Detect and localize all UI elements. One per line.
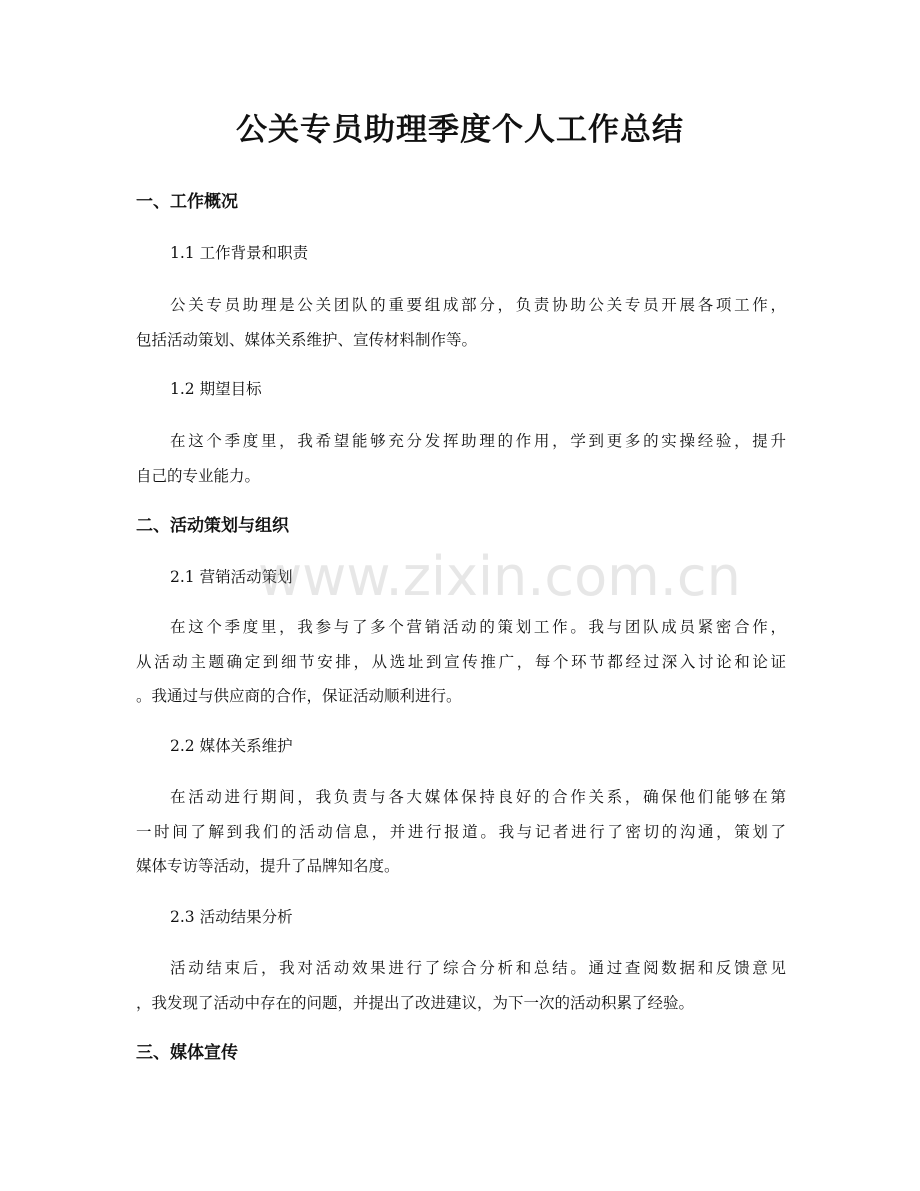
paragraph-line: 包括活动策划、媒体关系维护、宣传材料制作等。 (136, 330, 478, 349)
subsection-heading-2-2: 2.2 媒体关系维护 (170, 737, 293, 755)
watermark: www.zixin.com.cn (258, 545, 741, 608)
paragraph-line: 在活动进行期间，我负责与各大媒体保持良好的合作关系，确保他们能够在第 (170, 788, 786, 806)
paragraph-line: 从活动主题确定到细节安排，从选址到宣传推广，每个环节都经过深入讨论和论证 (136, 652, 786, 671)
section-heading-1: 一、工作概况 (136, 192, 238, 212)
paragraph-line: 活动结束后，我对活动效果进行了综合分析和总结。通过查阅数据和反馈意见 (170, 959, 786, 977)
subsection-heading-2-1: 2.1 营销活动策划 (170, 568, 293, 586)
paragraph-1-1 (136, 288, 786, 357)
section-heading-3: 三、媒体宣传 (136, 1043, 238, 1063)
document-title: 公关专员助理季度个人工作总结 (236, 112, 684, 148)
paragraph-2-1 (136, 610, 786, 714)
subsection-heading-1-1: 1.1 工作背景和职责 (170, 244, 309, 262)
subsection-heading-2-3: 2.3 活动结果分析 (170, 908, 293, 926)
paragraph-line: 一时间了解到我们的活动信息，并进行报道。我与记者进行了密切的沟通，策划了 (136, 822, 786, 841)
paragraph-line: 媒体专访等活动，提升了品牌知名度。 (136, 857, 400, 875)
subsection-heading-1-2: 1.2 期望目标 (170, 380, 262, 398)
paragraph-line: 在这个季度里，我希望能够充分发挥助理的作用，学到更多的实操经验，提升 (170, 432, 786, 450)
paragraph-line: 在这个季度里，我参与了多个营销活动的策划工作。我与团队成员紧密合作， (170, 618, 786, 636)
paragraph-line: 。我通过与供应商的合作，保证活动顺利进行。 (136, 687, 462, 705)
paragraph-line: ，我发现了活动中存在的问题，并提出了改进建议，为下一次的活动积累了经验。 (136, 993, 695, 1012)
paragraph-2-3 (136, 951, 786, 1020)
paragraph-2-2 (136, 780, 786, 884)
section-heading-2: 二、活动策划与组织 (136, 516, 289, 536)
paragraph-line: 自己的专业能力。 (136, 466, 261, 485)
paragraph-1-2 (136, 424, 786, 493)
paragraph-line: 公关专员助理是公关团队的重要组成部分，负责协助公关专员开展各项工作， (170, 296, 786, 314)
